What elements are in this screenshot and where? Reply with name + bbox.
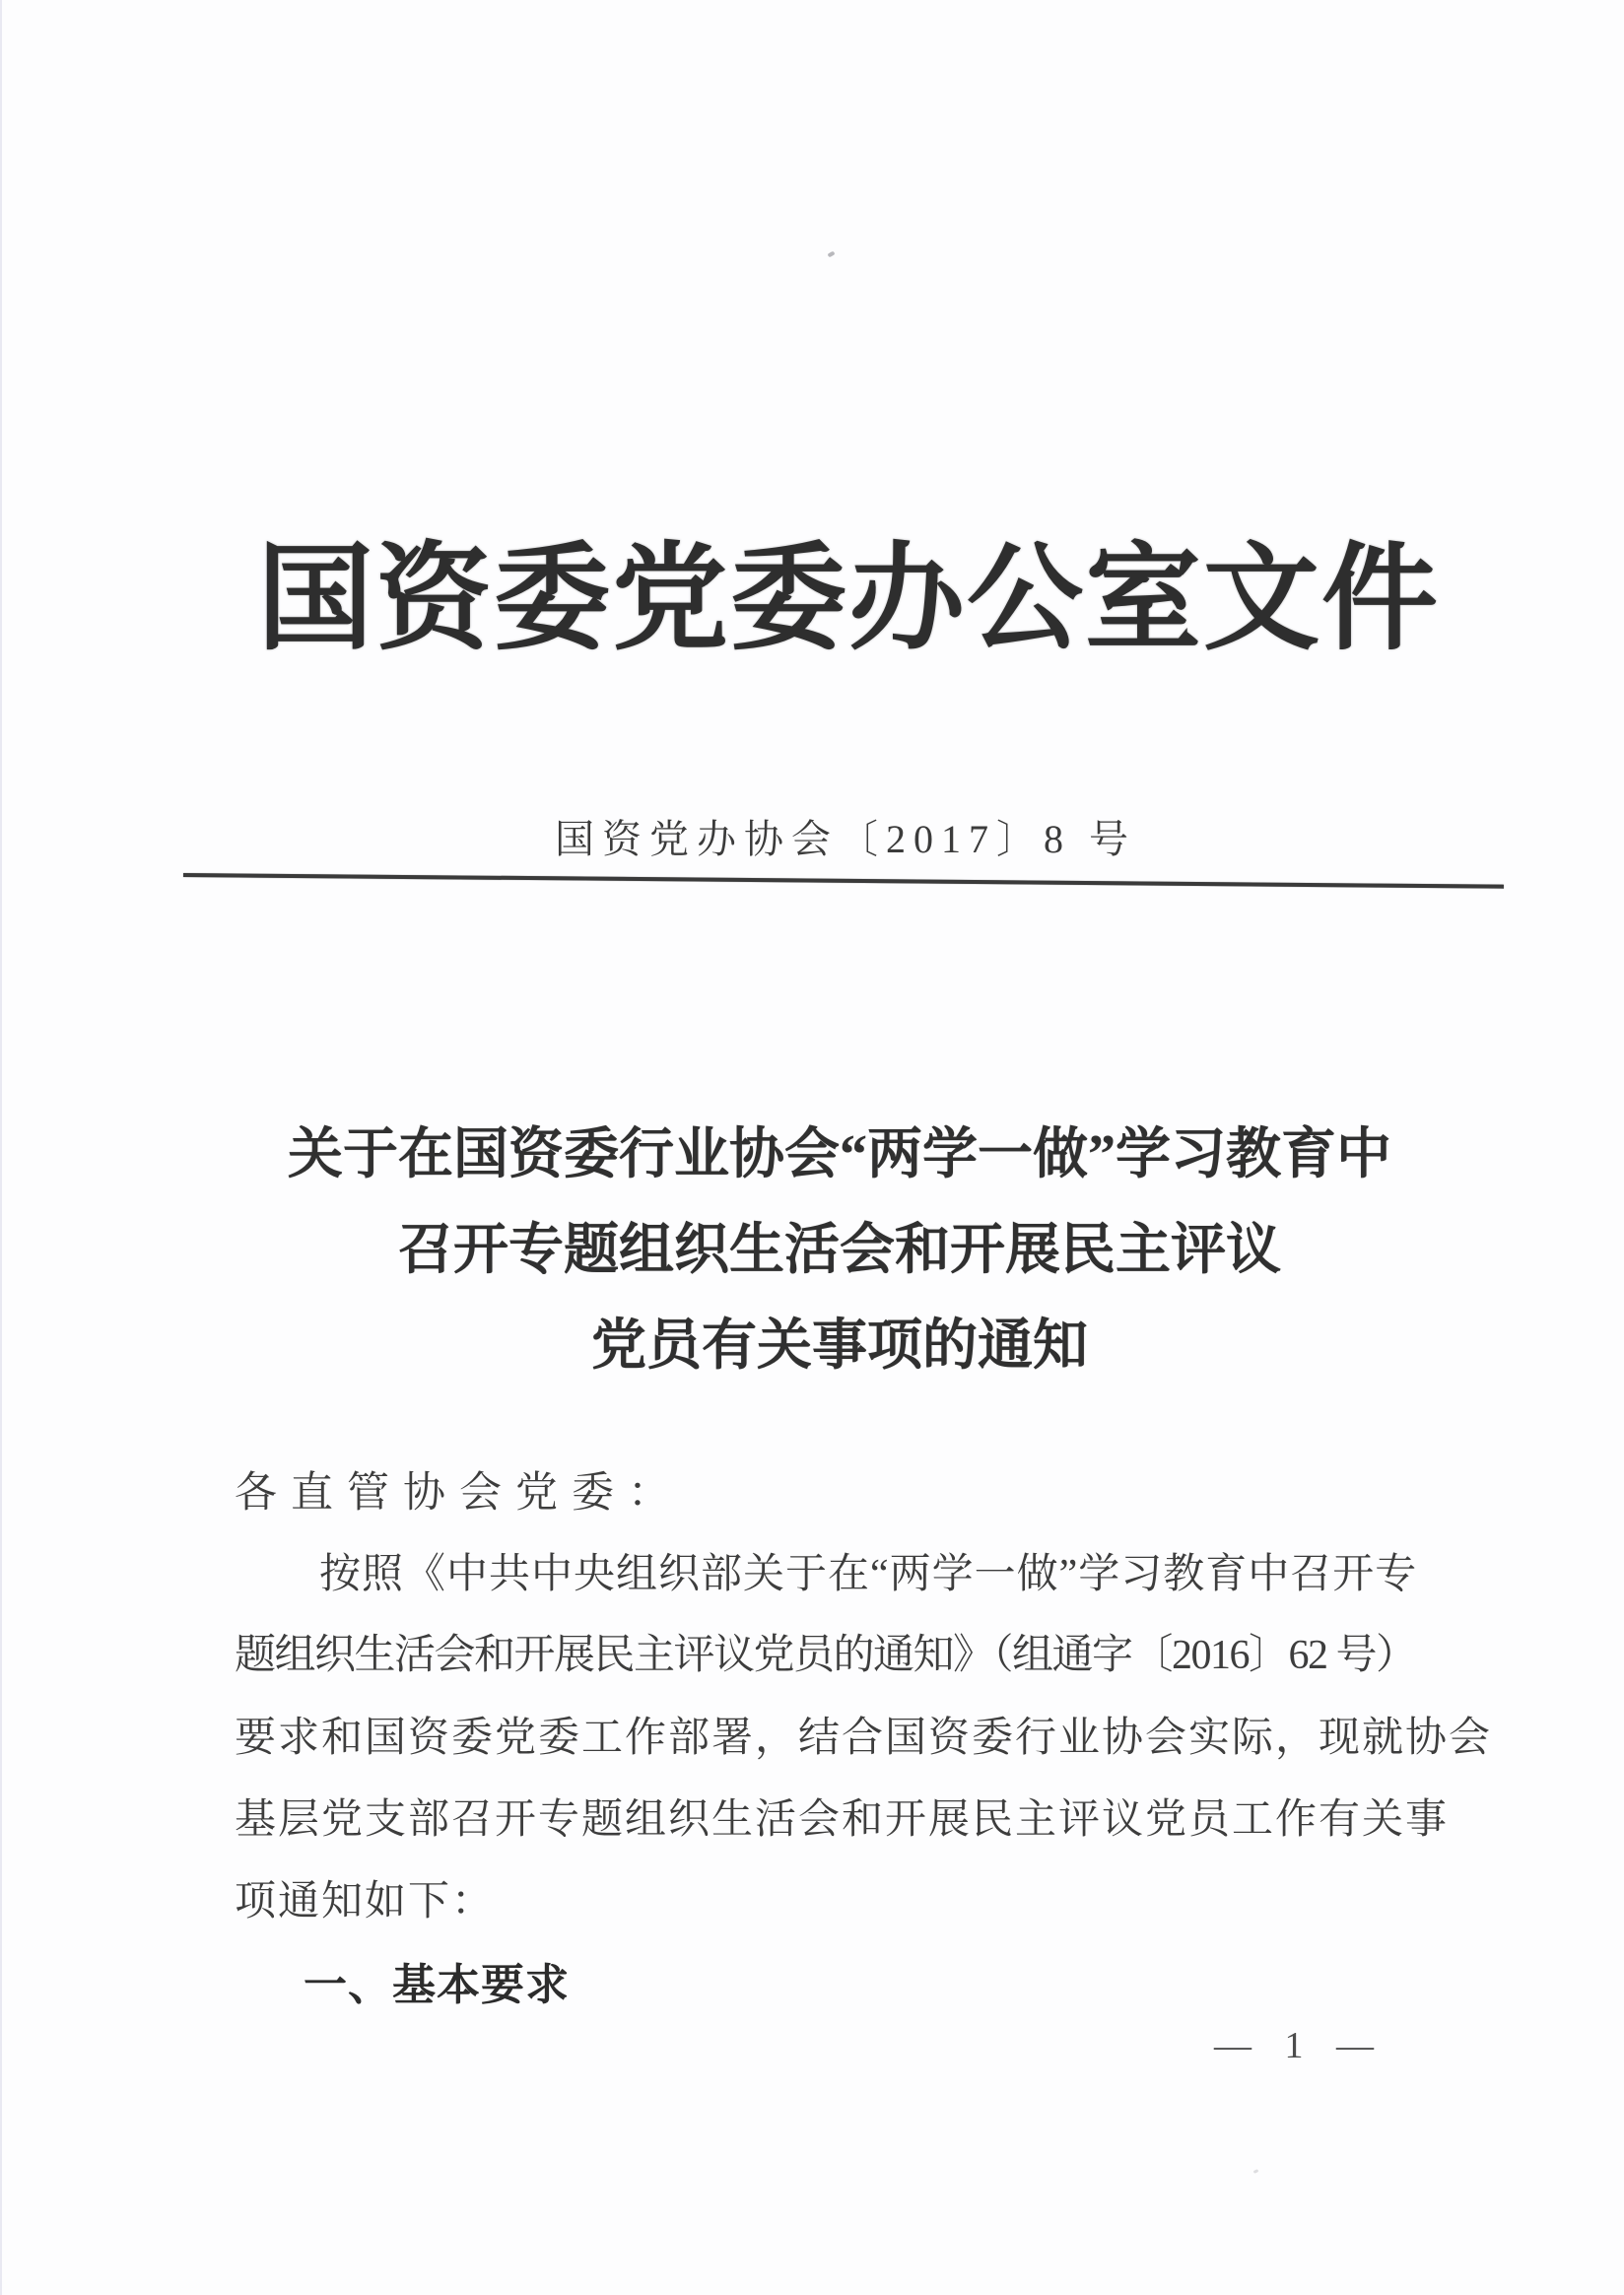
- scan-speck: [1253, 2169, 1259, 2174]
- scan-edge-artifact: [0, 0, 2, 2295]
- body-line: 按照《中共中央组织部关于在“两学一做”学习教育中召开专: [319, 1552, 1418, 1597]
- body-line: 题组织生活会和开展民主评议党员的通知》（组通字〔2016〕62 号）: [235, 1633, 1416, 1678]
- document-title-line-1: 关于在国资委行业协会“两学一做”学习教育中: [288, 1124, 1391, 1185]
- body-line: 要求和国资委党委工作部署，结合国资委行业协会实际，现就协会: [235, 1716, 1493, 1761]
- body-line: 基层党支部召开专题组织生活会和开展民主评议党员工作有关事: [235, 1797, 1450, 1843]
- body-line: 项通知如下：: [235, 1879, 496, 1924]
- document-title: [55, 1108, 1624, 1394]
- section-heading: 一、基本要求: [304, 1961, 570, 2009]
- scan-speck: [827, 251, 835, 258]
- letterhead-separator-rule: [183, 873, 1504, 889]
- document-title-line-3: 党员有关事项的通知: [591, 1316, 1088, 1377]
- page-number: — 1 —: [1214, 2025, 1386, 2066]
- letterhead-title: 国资委党委办公室文件: [256, 535, 1440, 664]
- document-number: 国资党办协会〔2017〕8 号: [555, 817, 1136, 861]
- salutation: 各直管协会党委：: [235, 1470, 684, 1517]
- document-title-line-2: 召开专题组织生活会和开展民主评议: [398, 1220, 1281, 1281]
